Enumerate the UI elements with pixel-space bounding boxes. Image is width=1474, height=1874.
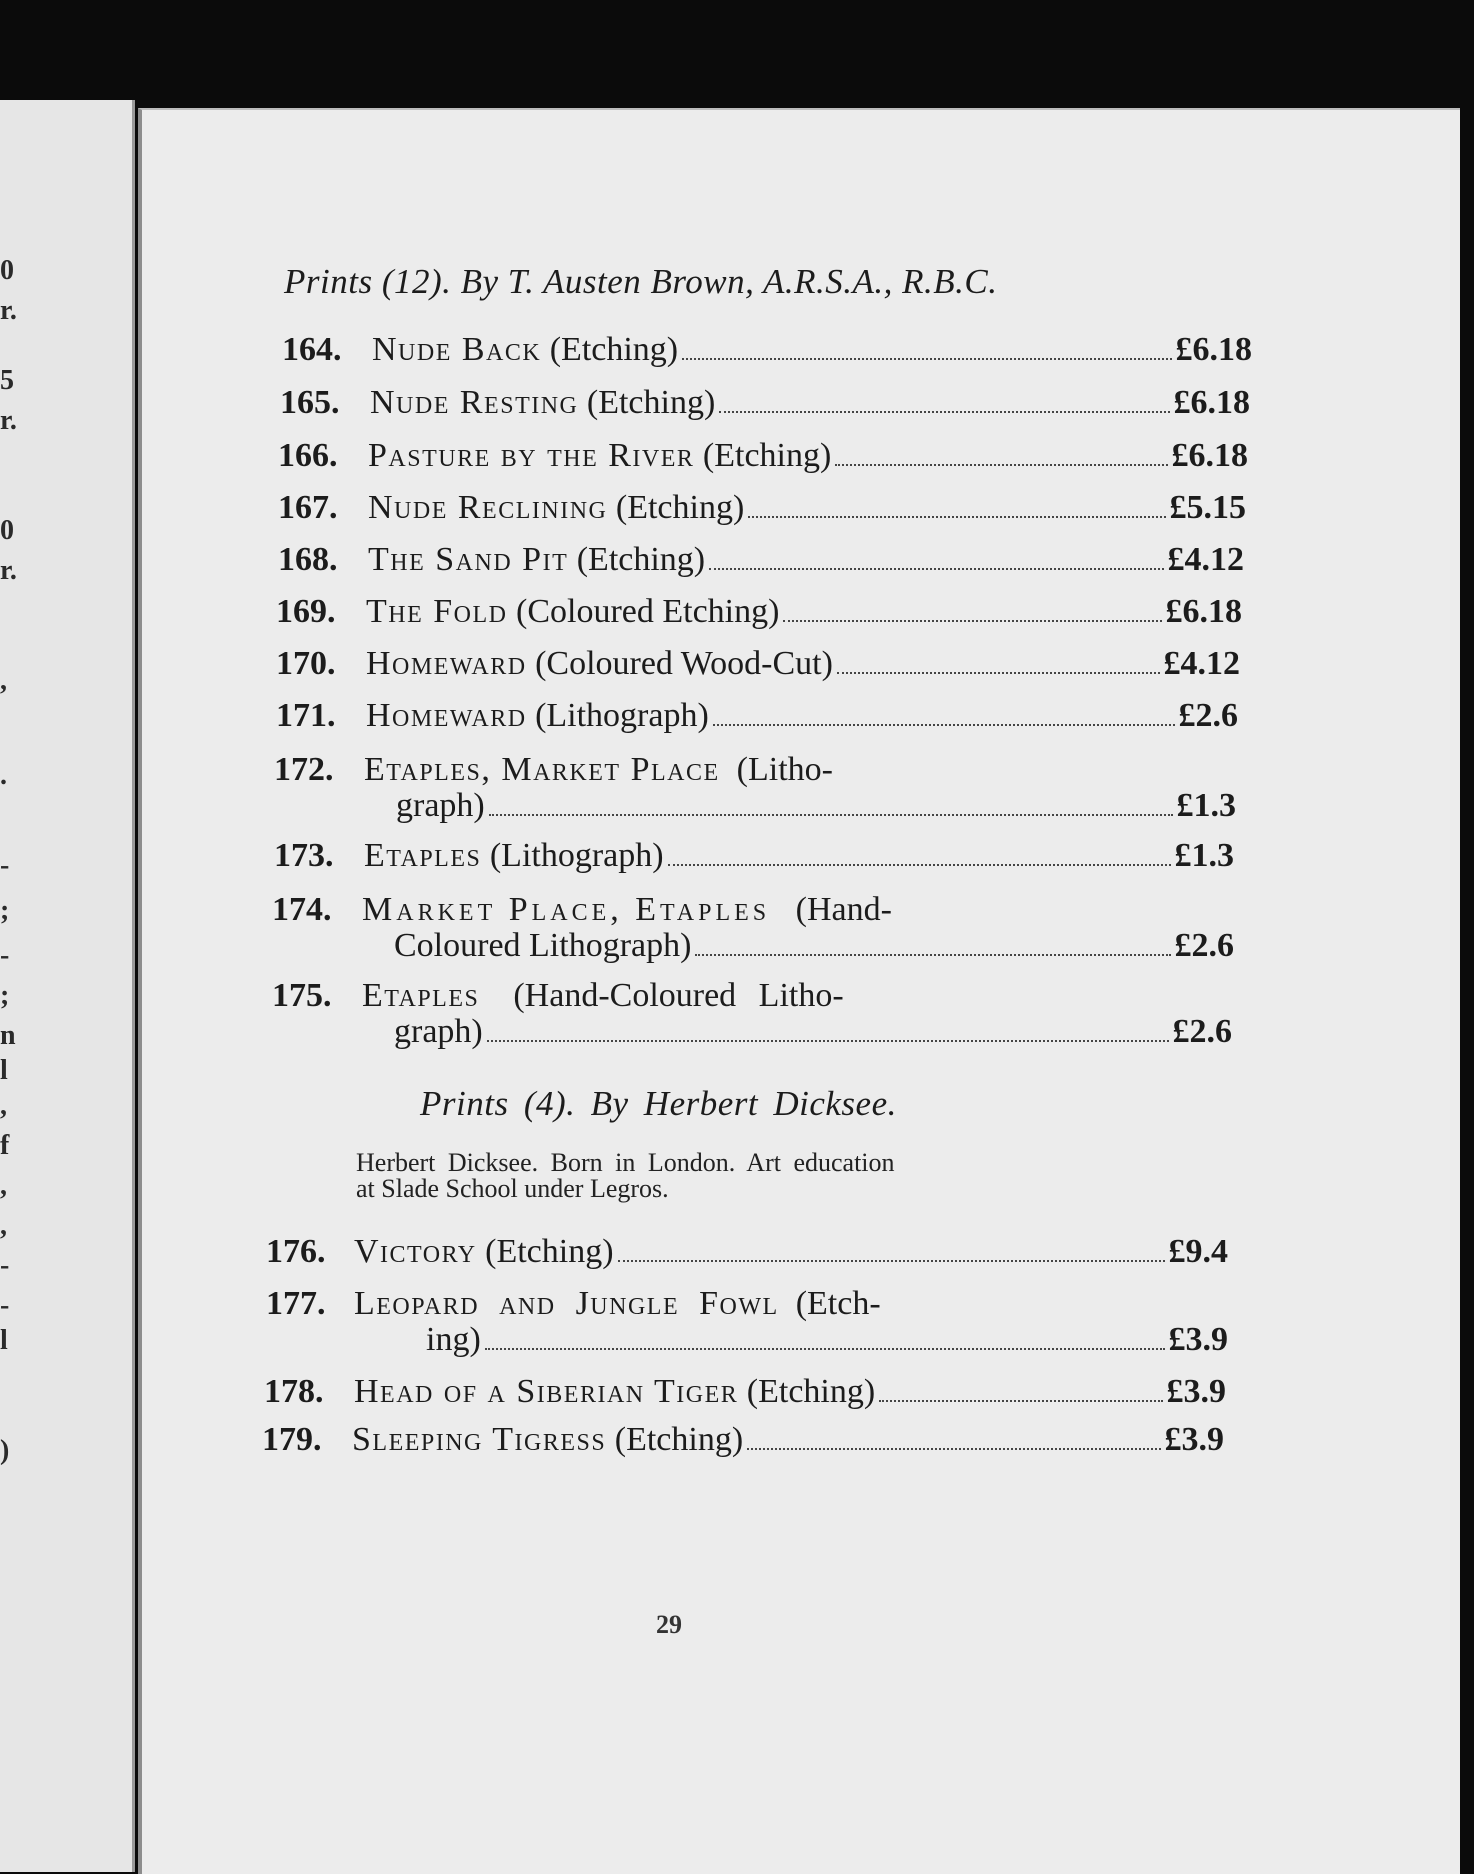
dot-leader bbox=[748, 516, 1165, 518]
entry-medium-continued: graph) bbox=[394, 1013, 483, 1050]
edge-char: - bbox=[0, 850, 10, 881]
entry-price: £1.3 bbox=[1174, 837, 1234, 874]
entry-number: 164. bbox=[282, 331, 342, 368]
entry-price: £3.9 bbox=[1166, 1373, 1226, 1410]
entry-price: £6.18 bbox=[1173, 384, 1250, 421]
entry-price: £2.6 bbox=[1172, 1013, 1232, 1050]
entry-medium: (Lithograph) bbox=[535, 697, 709, 734]
catalogue-entry bbox=[264, 1374, 1226, 1414]
entry-medium: (Etching) bbox=[576, 541, 706, 578]
entry-number: 168. bbox=[278, 541, 338, 578]
edge-char: ; bbox=[0, 980, 10, 1011]
artist-bio-line-2: at Slade School under Legros. bbox=[356, 1174, 669, 1203]
edge-char: , bbox=[0, 1090, 7, 1121]
entry-price: £6.18 bbox=[1165, 593, 1242, 630]
catalogue-entry bbox=[276, 646, 1240, 686]
catalogue-entry bbox=[272, 892, 1234, 968]
edge-char: 0 bbox=[0, 515, 14, 546]
dot-leader bbox=[709, 568, 1163, 570]
dot-leader bbox=[835, 464, 1167, 466]
dot-leader bbox=[879, 1400, 1162, 1402]
entry-number: 174. bbox=[272, 891, 332, 928]
entry-number: 177. bbox=[266, 1285, 326, 1322]
entry-number: 175. bbox=[272, 977, 332, 1014]
dot-leader bbox=[618, 1260, 1165, 1262]
entry-title: Sleeping Tigress bbox=[352, 1421, 607, 1458]
entry-title: The Fold bbox=[366, 593, 508, 630]
entry-number: 176. bbox=[266, 1233, 326, 1270]
catalogue-entry bbox=[266, 1234, 1228, 1274]
edge-char: n bbox=[0, 1020, 16, 1051]
entry-number: 170. bbox=[276, 645, 336, 682]
catalogue-page bbox=[138, 108, 1460, 1874]
catalogue-entry bbox=[280, 385, 1250, 425]
artist-bio-line-1: Herbert Dicksee. Born in London. Art education bbox=[356, 1148, 895, 1177]
entry-price: £3.9 bbox=[1168, 1321, 1228, 1358]
entry-price: £5.15 bbox=[1169, 489, 1246, 526]
section-heading-dicksee: Prints (4). By Herbert Dicksee. bbox=[420, 1084, 897, 1123]
entry-title: Etaples bbox=[362, 977, 480, 1014]
edge-char: - bbox=[0, 1250, 10, 1281]
catalogue-entry bbox=[278, 490, 1246, 530]
entry-number: 169. bbox=[276, 593, 336, 630]
entry-medium: (Coloured Etching) bbox=[516, 593, 780, 630]
dot-leader bbox=[747, 1448, 1160, 1450]
entry-title: Etaples, Market Place bbox=[364, 751, 720, 788]
entry-title: Market Place, Etaples bbox=[362, 891, 771, 928]
entry-medium: (Etching) bbox=[549, 331, 679, 368]
catalogue-entry bbox=[278, 542, 1244, 582]
entry-number: 179. bbox=[262, 1421, 322, 1458]
entry-title: Homeward bbox=[366, 645, 527, 682]
entry-number: 165. bbox=[280, 384, 340, 421]
catalogue-entry bbox=[282, 332, 1252, 372]
catalogue-entry bbox=[266, 1286, 1228, 1362]
dot-leader bbox=[487, 1040, 1169, 1042]
dot-leader bbox=[489, 814, 1173, 816]
dot-leader bbox=[485, 1348, 1165, 1350]
entry-number: 167. bbox=[278, 489, 338, 526]
catalogue-entry bbox=[262, 1422, 1224, 1462]
entry-medium: (Etching) bbox=[702, 437, 832, 474]
edge-char: l bbox=[0, 1325, 8, 1356]
catalogue-entry bbox=[278, 438, 1248, 478]
edge-char: - bbox=[0, 940, 10, 971]
edge-char: . bbox=[0, 760, 7, 791]
entry-price: £9.4 bbox=[1168, 1233, 1228, 1270]
entry-medium: (Etching) bbox=[615, 489, 745, 526]
dot-leader bbox=[682, 358, 1171, 360]
edge-char: r. bbox=[0, 405, 17, 436]
entry-medium-continued: graph) bbox=[396, 787, 485, 824]
dot-leader bbox=[719, 411, 1169, 413]
entry-number: 171. bbox=[276, 697, 336, 734]
entry-medium: (Hand- bbox=[795, 891, 892, 928]
left-facing-page-edge bbox=[0, 100, 135, 1872]
entry-medium-continued: ing) bbox=[426, 1321, 481, 1358]
edge-char: ; bbox=[0, 895, 10, 926]
entry-title: Leopard and Jungle Fowl bbox=[354, 1285, 779, 1322]
entry-price: £6.18 bbox=[1171, 437, 1248, 474]
entry-price: £1.3 bbox=[1176, 787, 1236, 824]
edge-char: - bbox=[0, 1290, 10, 1321]
entry-medium: (Litho- bbox=[736, 751, 833, 788]
entry-medium: (Etching) bbox=[746, 1373, 876, 1410]
section-heading-austen-brown: Prints (12). By T. Austen Brown, A.R.S.A., R.B.C. bbox=[284, 262, 998, 301]
page-number: 29 bbox=[656, 1610, 682, 1639]
entry-title: The Sand Pit bbox=[368, 541, 569, 578]
edge-char: 5 bbox=[0, 365, 14, 396]
edge-char: l bbox=[0, 1055, 8, 1086]
entry-price: £2.6 bbox=[1174, 927, 1234, 964]
edge-char: r. bbox=[0, 295, 17, 326]
entry-title: Nude Reclining bbox=[368, 489, 608, 526]
dot-leader bbox=[668, 864, 1171, 866]
entry-title: Head of a Siberian Tiger bbox=[354, 1373, 739, 1410]
dot-leader bbox=[837, 672, 1160, 674]
edge-char: , bbox=[0, 665, 7, 696]
entry-medium: (Coloured Wood-Cut) bbox=[535, 645, 833, 682]
entry-title: Etaples bbox=[364, 837, 482, 874]
entry-price: £4.12 bbox=[1167, 541, 1244, 578]
entry-medium: (Hand-Coloured Litho- bbox=[513, 977, 844, 1014]
catalogue-entry bbox=[274, 752, 1236, 828]
entry-number: 172. bbox=[274, 751, 334, 788]
catalogue-entry bbox=[272, 978, 1232, 1054]
edge-char: , bbox=[0, 1210, 7, 1241]
edge-char: r. bbox=[0, 555, 17, 586]
entry-number: 178. bbox=[264, 1373, 324, 1410]
catalogue-entry bbox=[276, 698, 1238, 738]
entry-title: Homeward bbox=[366, 697, 527, 734]
entry-title: Nude Back bbox=[372, 331, 542, 368]
catalogue-entry bbox=[274, 838, 1234, 878]
entry-title: Nude Resting bbox=[370, 384, 579, 421]
edge-char: f bbox=[0, 1130, 10, 1161]
entry-price: £2.6 bbox=[1178, 697, 1238, 734]
entry-medium: (Etching) bbox=[614, 1421, 744, 1458]
entry-medium: (Lithograph) bbox=[489, 837, 664, 874]
entry-price: £4.12 bbox=[1163, 645, 1240, 682]
entry-title: Pasture by the River bbox=[368, 437, 695, 474]
dot-leader bbox=[783, 620, 1161, 622]
catalogue-entry bbox=[276, 594, 1242, 634]
entry-number: 173. bbox=[274, 837, 334, 874]
entry-medium-continued: Coloured Lithograph) bbox=[394, 927, 692, 964]
entry-medium: (Etching) bbox=[485, 1233, 614, 1270]
entry-title: Victory bbox=[354, 1233, 477, 1270]
dot-leader bbox=[713, 724, 1175, 726]
entry-medium: (Etching) bbox=[586, 384, 716, 421]
dot-leader bbox=[695, 954, 1170, 956]
entry-price: £3.9 bbox=[1164, 1421, 1224, 1458]
entry-number: 166. bbox=[278, 437, 338, 474]
edge-char: ) bbox=[0, 1435, 10, 1466]
entry-price: £6.18 bbox=[1175, 331, 1252, 368]
edge-char: , bbox=[0, 1170, 7, 1201]
entry-medium: (Etch- bbox=[795, 1285, 881, 1322]
edge-char: 0 bbox=[0, 255, 14, 286]
